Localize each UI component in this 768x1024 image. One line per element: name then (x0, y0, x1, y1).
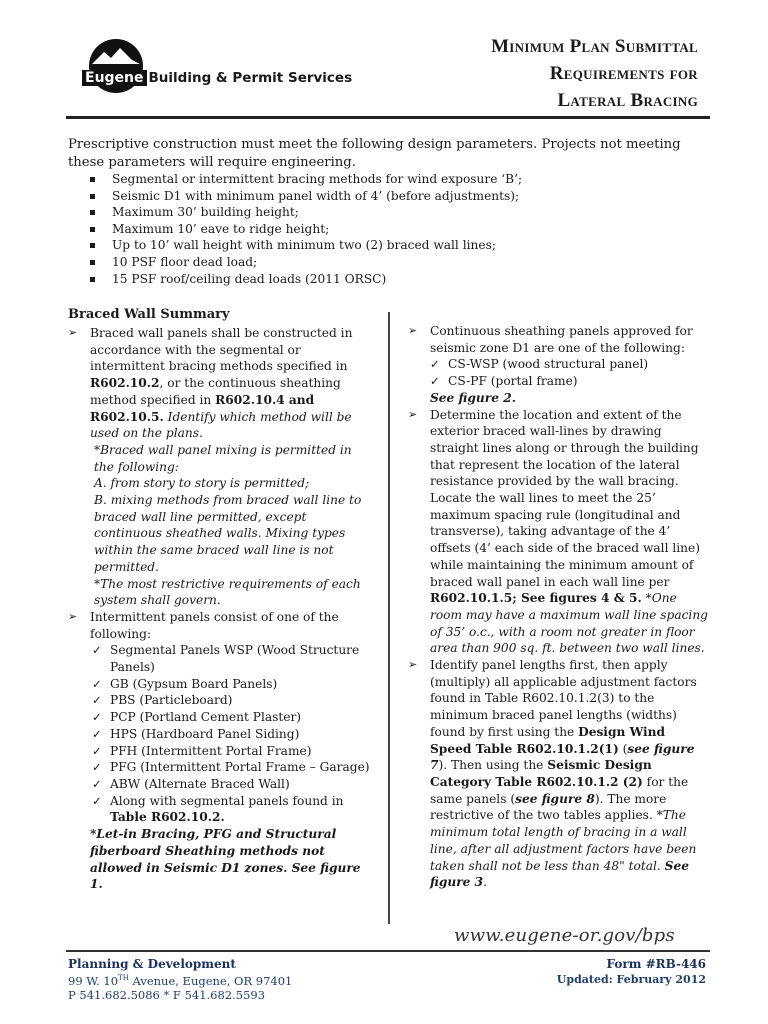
logo-wordmark (85, 70, 353, 86)
arrow-bullet-icon: ➢ (68, 609, 78, 623)
header-rule (66, 116, 710, 119)
left-column (68, 306, 370, 893)
mixing-note-1: *Braced wall panel mixing is permitted in the following: (94, 442, 352, 474)
page-header (0, 0, 768, 122)
check-icon: ✓ (92, 676, 102, 691)
summary-item-methods: ➢ Braced wall panels shall be constructed in accordance with the segmental or intermittent bracing methods specified in R602.10.2, or the continuous sheathing method specified in R602.10.4 and R602.10.5. Identify which method will be used on the plans. (68, 326, 353, 441)
website-link[interactable]: www.eugene-or.gov/bps (454, 925, 675, 946)
intro-text: Prescriptive construction must meet the following design parameters. Projects not meeting these parameters will require engineering. (68, 137, 681, 170)
design-parameters-list (68, 171, 708, 287)
panel-item: ✓ GB (Gypsum Board Panels) (92, 676, 278, 691)
arrow-bullet-icon: ➢ (68, 326, 78, 339)
panel-item: ✓ ABW (Alternate Braced Wall) (92, 776, 290, 791)
see-figure-2: See figure 2. (430, 390, 516, 405)
cs-item: ✓ CS-WSP (wood structural panel) (430, 357, 649, 372)
column-divider (388, 312, 390, 924)
title-line-3: Lateral Bracing (557, 90, 698, 111)
title-line-1: Minimum Plan Submittal (491, 36, 698, 57)
panel-item: ✓ HPS (Hardboard Panel Siding) (92, 726, 300, 741)
check-icon: ✓ (92, 693, 102, 708)
param-item: 10 PSF floor dead load; (68, 254, 708, 271)
footer-form-info (557, 957, 706, 987)
summary-item-wall-lines: ➢ Determine the location and extent of the exterior braced wall-lines by drawing straight lines along or through the building that represent the location of the lateral resistance provided by the wall bracing. Locate the wall lines to meet the 25’ maximum spacing rule (longitudinal and transverse), taking advantage of the 4’ offsets (4’ each side of the braced wall line) while maintaining the minimum amount of braced wall panel in each wall line per R602.10.1.5; See figures 4 & 5. *One room may have a maximum wall line spacing of 35’ o.c., with a room not greater in floor area than 900 sq. ft. between two wall lines. (408, 407, 708, 656)
summary-item-panel-lengths: ➢ Identify panel lengths first, then apply (multiply) all applicable adjustment factors found in Table R602.10.1.2(3) to the minimum braced panel lengths (widths) found by first using the Design Wind Speed Table R602.10.1.2(1) (see figure 7). Then using the Seismic Design Category Table R602.10.1.2 (2) for the same panels (see figure 8). The more restrictive of the two tables applies. *The minimum total length of bracing in a wall line, after all adjustment factors have been taken shall not be less than 48" total. See figure 3. (408, 658, 697, 890)
panel-item: ✓ Segmental Panels WSP (Wood Structure Panels) (92, 643, 360, 675)
check-icon: ✓ (430, 357, 440, 372)
summary-item-continuous: ➢ Continuous sheathing panels approved for seismic zone D1 are one of the following: (408, 324, 693, 355)
panel-item: ✓ PBS (Particleboard) (92, 693, 233, 708)
check-icon: ✓ (92, 760, 102, 775)
check-icon: ✓ (92, 743, 102, 758)
department-phone: P 541.682.5086 * F 541.682.5593 (68, 987, 266, 1002)
arrow-bullet-icon: ➢ (408, 658, 418, 672)
arrow-bullet-icon: ➢ (408, 407, 418, 421)
panel-item: ✓ Along with segmental panels found in Table R602.10.2. (92, 793, 344, 825)
right-column (408, 323, 708, 891)
form-number: Form #RB-446 (606, 957, 706, 971)
summary-item-intermittent: ➢ Intermittent panels consist of one of the following: (68, 609, 339, 641)
check-icon: ✓ (92, 793, 102, 808)
footer-contact (68, 957, 292, 1002)
title-line-2: Requirements for (549, 63, 698, 84)
check-icon: ✓ (92, 710, 102, 725)
param-item: Maximum 30’ building height; (68, 204, 708, 221)
letin-bracing-note: *Let-in Bracing, PFG and Structural fiberboard Sheathing methods not allowed in Seismic D1 zones. See figure 1. (90, 827, 361, 892)
check-icon: ✓ (92, 643, 102, 658)
logo-city: Eugene (82, 70, 147, 86)
mixing-note-3: B. mixing methods from braced wall line to braced wall line permitted, except continuous sheathed walls. Mixing types within the same braced wall line is not permitted. (94, 493, 362, 574)
param-item: Maximum 10’ eave to ridge height; (68, 221, 708, 238)
panel-item: ✓ PFG (Intermittent Portal Frame – Garage) (92, 760, 370, 775)
intermittent-panels-list (68, 642, 370, 826)
check-icon: ✓ (92, 776, 102, 791)
param-item: Up to 10’ wall height with minimum two (2) braced wall lines; (68, 237, 708, 254)
intro-section (68, 136, 708, 287)
mixing-note-4: *The most restrictive requirements of each system shall govern. (94, 576, 361, 608)
department-address: 99 W. 10TH Avenue, Eugene, OR 97401 (68, 973, 293, 988)
department-name: Planning & Development (68, 957, 236, 971)
panel-item: ✓ PFH (Intermittent Portal Frame) (92, 743, 312, 758)
continuous-panels-list (408, 356, 708, 389)
param-item: 15 PSF roof/ceiling dead loads (2011 ORSC) (68, 271, 708, 288)
section-heading-braced-wall-summary: Braced Wall Summary (68, 307, 230, 322)
document-title (491, 33, 698, 114)
mixing-note-2: A. from story to story is permitted; (94, 476, 310, 491)
panel-item: ✓ PCP (Portland Cement Plaster) (92, 710, 302, 725)
param-item: Segmental or intermittent bracing methods for wind exposure ‘B’; (68, 171, 708, 188)
logo-org: Building & Permit Services (148, 70, 353, 86)
arrow-bullet-icon: ➢ (408, 324, 418, 337)
footer-rule (66, 950, 710, 952)
check-icon: ✓ (430, 374, 440, 389)
param-item: Seismic D1 with minimum panel width of 4’ (before adjustments); (68, 188, 708, 205)
updated-date: Updated: February 2012 (556, 973, 706, 986)
check-icon: ✓ (92, 726, 102, 741)
cs-item: ✓ CS-PF (portal frame) (430, 374, 578, 389)
